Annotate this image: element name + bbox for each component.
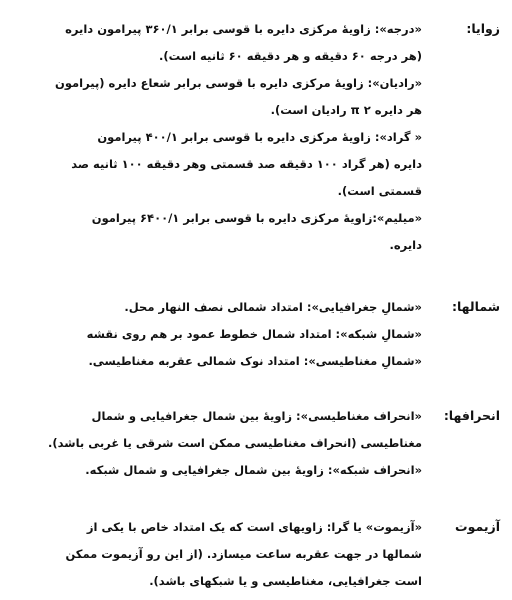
- term-azimuth: آزیموت: [455, 519, 500, 534]
- text-line: «درجه»: زاویهٔ مرکزی دایره با قوسی برابر ۳۶۰/۱ پیرامون دایره: [65, 22, 422, 36]
- text-line: دایره.: [389, 238, 422, 252]
- definition-magnetic-north: [2, 348, 422, 375]
- definition-body-declinations: [2, 403, 422, 484]
- definition-body-norths: [2, 294, 422, 375]
- text-line: «شمالِ مغناطیسی»: امتداد نوک شمالی عقربه مغناطیسی.: [88, 354, 422, 368]
- text-line: قسمتی است).: [337, 184, 422, 198]
- text-line: « گراد»: زاویهٔ مرکزی دایره با قوسی برابر ۴۰۰/۱ پیرامون: [97, 130, 422, 144]
- term-angles: زوایا:: [466, 21, 500, 36]
- text-line: دایره (هر گراد ۱۰۰ دقیقه صد قسمتی وهر دقیقه ۱۰۰ ثانیه صد: [71, 157, 422, 171]
- text-line: «آزیموت» یا گرا: زاویهای است که یک امتداد خاص با یکی از: [86, 520, 422, 534]
- definition-body-azimuth: [2, 514, 422, 595]
- text-line: مغناطیسی (انحراف مغناطیسی ممکن است شرقی یا غربی باشد).: [48, 436, 422, 450]
- definition-azimuth: [2, 514, 422, 595]
- definition-geographic-north: [2, 294, 422, 321]
- text-line: شمالها در جهت عقربه ساعت میسازد. (از این رو آزیموت ممکن: [65, 547, 422, 561]
- term-norths: شمالها:: [451, 299, 500, 314]
- definition-grid-declination: [2, 457, 422, 484]
- text-line: هر دایره ۲ π رادیان است).: [270, 103, 422, 117]
- definition-degree: [2, 16, 422, 70]
- definition-grad: [2, 124, 422, 205]
- definition-magnetic-declination: [2, 403, 422, 457]
- text-line: «شمالِ شبکه»: امتداد شمال خطوط عمود بر هم روی نقشه: [86, 327, 422, 341]
- text-line: «شمالِ جغرافیایی»: امتداد شمالی نصف النهار محل.: [124, 300, 422, 314]
- definition-body-angles: [2, 16, 422, 259]
- definition-mil: [2, 205, 422, 259]
- definition-grid-north: [2, 321, 422, 348]
- text-line: «انحراف مغناطیسی»: زاویهٔ بین شمال جغرافیایی و شمال: [91, 409, 422, 423]
- definition-radian: [2, 70, 422, 124]
- text-line: (هر درجه ۶۰ دقیقه و هر دقیقه ۶۰ ثانیه است).: [158, 49, 422, 63]
- text-line: «میلیم»:زاویهٔ مرکزی دایره با قوسی برابر ۶۴۰۰/۱ پیرامون: [91, 211, 422, 225]
- text-line: «رادیان»: زاویهٔ مرکزی دایره با قوسی برابر شعاع دایره (پیرامون: [55, 76, 422, 90]
- text-line: است جغرافیایی، مغناطیسی و یا شبکهای باشد).: [149, 574, 422, 588]
- term-declinations: انحرافها:: [443, 408, 500, 423]
- text-line: «انحراف شبکه»: زاویهٔ بین شمال جغرافیایی و شمال شبکه.: [85, 463, 422, 477]
